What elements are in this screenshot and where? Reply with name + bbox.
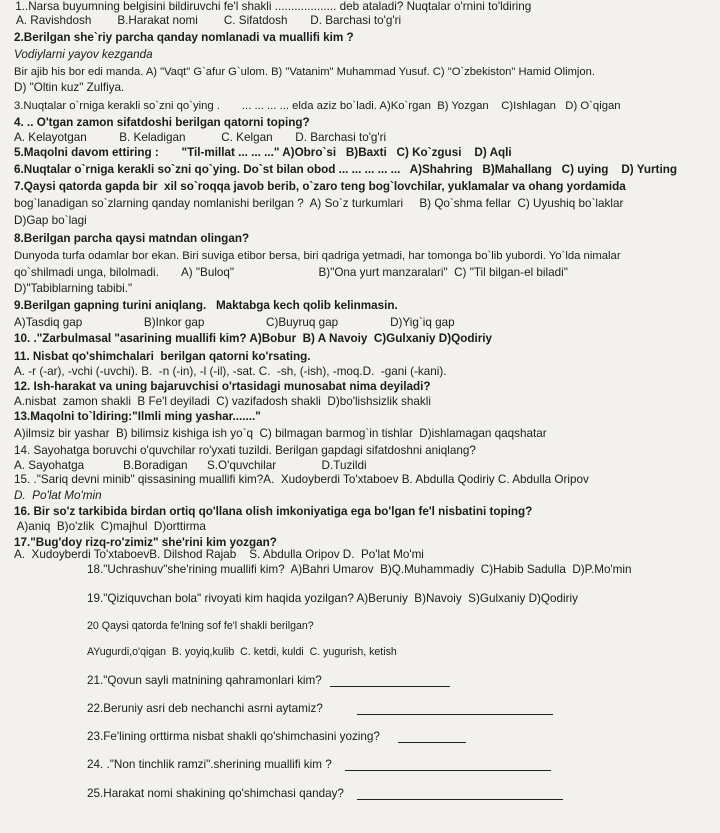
- question-22: 22.Beruniy asri deb nechanchi asrni aytamiz?: [87, 702, 323, 715]
- question-23: 23.Fe'lining orttirma nisbat shakli qo'shimchasini yozing?: [87, 730, 380, 743]
- question-16: 16. Bir so'z tarkibida birdan ortiq qo'llana olish imkoniyatiga ega bo'lgan fe'l nisbatini toping?: [14, 505, 533, 518]
- question-10: 10. ."Zarbulmasal "asarining muallifi kim? A)Bobur B) A Navoiy C)Gulxaniy D)Qodiriy: [14, 332, 493, 345]
- answers-12: A.nisbat zamon shakli B Fe'l deyiladi C) vazifadosh shakli D)bo'lishsizlik shakli: [14, 395, 431, 408]
- answers-8-d: D)"Tabiblarning tabibi.": [14, 282, 133, 295]
- excerpt-8-line-2: qo`shilmadi unga, bilolmadi. A) "Buloq" B)"Ona yurt manzaralari" C) "Til bilgan-el biladi": [14, 266, 568, 279]
- question-6: 6.Nuqtalar o`rniga kerakli so`zni qo`ying. Do`st bilan obod ... ... ... ... ... A)Shahring B)Mahallang C) uying D) Yurting: [14, 163, 677, 176]
- answers-1: A. Ravishdosh B.Harakat nomi C. Sifatdosh D. Barchasi to'g'ri: [16, 14, 402, 27]
- answers-7-d: D)Gap bo`lagi: [14, 214, 87, 227]
- answers-2-d: D) "Oltin kuz" Zulfiya.: [14, 81, 125, 94]
- question-7-line-2: bog`lanadigan so`zlarning qanday nomlanishi berilgan ? A) So`z turkumlari B) Qo`shma fellar C) Uyushiq bo`laklar: [14, 197, 624, 210]
- answer-blank-24: [345, 770, 551, 771]
- question-12: 12. Ish-harakat va uning bajaruvchisi o'rtasidagi munosabat nima deyiladi?: [14, 380, 431, 393]
- question-15: 15. ."Sariq devni minib" qissasining muallifi kim?A. Xudoyberdi To'xtaboev B. Abdulla Qodiriy C. Abdulla Oripov: [14, 473, 589, 486]
- answers-20: AYugurdi,o'qigan B. yoyiq,kulib C. ketdi, kuldi C. yugurish, ketish: [87, 646, 397, 658]
- question-14: 14. Sayohatga boruvchi o'quvchilar ro'yxati tuzildi. Berilgan gapdagi sifatdoshni aniqlang?: [14, 444, 476, 457]
- answers-11: A. -r (-ar), -vchi (-uvchi). B. -n (-in), -l (-il), -sat. C. -sh, (-ish), -moq.D. -gani (-kani).: [14, 365, 447, 378]
- answer-blank-25: [357, 799, 563, 800]
- question-7-line-1: 7.Qaysi qatorda gapda bir xil so`roqqa javob berib, o`zaro teng bog`lovchilar, yuklamalar va ohang yordamida: [14, 180, 626, 193]
- question-1: 1..Narsa buyumning belgisini bildiruvchi fe'l shakli ................... deb ataladi? Nuqtalar o'rnini to'ldiring: [12, 0, 532, 13]
- poem-line-1: Vodiylarni yayov kezganda: [14, 48, 153, 61]
- question-11: 11. Nisbat qo'shimchalari berilgan qatorni ko'rsating.: [14, 350, 311, 363]
- question-4: 4. .. O'tgan zamon sifatdoshi berilgan qatorni toping?: [14, 116, 310, 129]
- answers-4: A. Kelayotgan B. Keladigan C. Kelgan D. Barchasi to'g'ri: [14, 131, 387, 144]
- answers-13: A)ilmsiz bir yashar B) bilimsiz kishiga ish yo`q C) bilmagan barmog`in tishlar D)ishlamagan qaqshatar: [14, 427, 547, 440]
- question-9: 9.Berilgan gapning turini aniqlang. Maktabga kech qolib kelinmasin.: [14, 299, 398, 312]
- question-24: 24. ."Non tinchlik ramzi".sherining muallifi kim ?: [87, 758, 332, 771]
- answers-9: A)Tasdiq gap B)Inkor gap C)Buyruq gap D)Yig`iq gap: [14, 316, 455, 329]
- question-19: 19."Qiziquvchan bola" rivoyati kim haqida yozilgan? A)Beruniy B)Navoiy S)Gulxaniy D)Qodiriy: [87, 592, 578, 605]
- excerpt-8-line-1: Dunyoda turfa odamlar bor ekan. Biri suviga etibor bersa, biri qadriga yetmadi, har tomonga bo`lib yubordi. Yo`lda nimalar: [14, 250, 621, 262]
- question-3: 3.Nuqtalar o`rniga kerakli so`zni qo`ying . ... ... ... ... elda aziz bo`ladi. A)Ko`rgan B) Yozgan C)Ishlagan D) O`qigan: [14, 100, 621, 112]
- question-18: 18."Uchrashuv"she'rining muallifi kim? A)Bahri Umarov B)Q.Muhammadiy C)Habib Sadulla D)P.Mo'min: [87, 563, 632, 576]
- question-8: 8.Berilgan parcha qaysi matndan olingan?: [14, 232, 250, 245]
- question-2: 2.Berilgan she`riy parcha qanday nomlanadi va muallifi kim ?: [14, 31, 354, 44]
- answer-blank-22: [357, 714, 553, 715]
- answers-17: A. Xudoyberdi To'xtaboevB. Dilshod Rajab S. Abdulla Oripov D. Po'lat Mo'mi: [14, 548, 424, 561]
- question-20: 20 Qaysi qatorda fe'lning sof fe'l shakli berilgan?: [87, 620, 314, 632]
- poem-line-2-answers: Bir ajib his bor edi manda. A) "Vaqt" G`afur G`ulom. B) "Vatanim" Muhammad Yusuf. C) "O`zbekiston" Hamid Olimjon.: [14, 66, 595, 78]
- question-17: 17."Bug'doy rizq-ro'zimiz" she'rini kim yozgan?: [14, 536, 277, 549]
- answers-15-d: D. Po'lat Mo'min: [14, 489, 102, 502]
- question-25: 25.Harakat nomi shakining qo'shimchasi qanday?: [87, 787, 344, 800]
- question-13: 13.Maqolni to`ldiring:"Ilmli ming yashar.......": [14, 410, 261, 423]
- answer-blank-23: [398, 742, 466, 743]
- answers-14: A. Sayohatga B.Boradigan S.O'quvchilar D.Tuzildi: [14, 459, 367, 472]
- answer-blank-21: [330, 686, 450, 687]
- answers-16: A)aniq B)o'zlik C)majhul D)orttirma: [14, 520, 206, 533]
- question-21: 21."Qovun sayli matnining qahramonlari kim?: [87, 674, 322, 687]
- question-5: 5.Maqolni davom ettiring : "Til-millat ... ... ..." A)Obro`si B)Baxti C) Ko`zgusi D) Aqli: [14, 146, 512, 159]
